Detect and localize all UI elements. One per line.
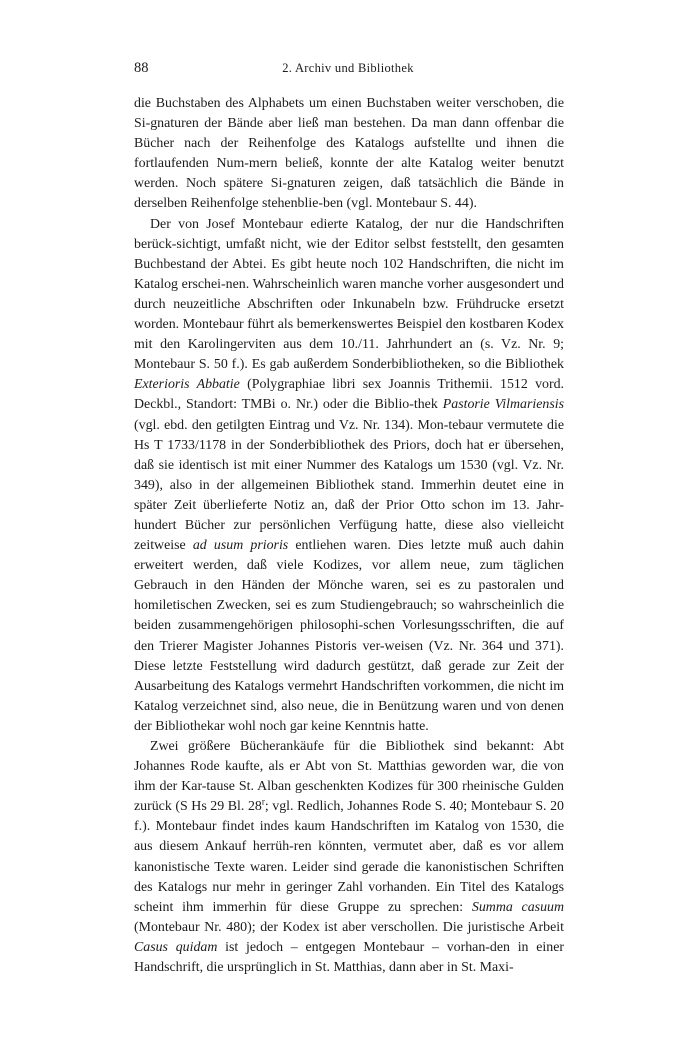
text-run: ; vgl. Redlich, Johannes Rode S. 40; Montebaur S. 20 f.). Montebaur findet indes kaum Handschriften im Katalog von 1530, die aus diesem Ankauf herrüh-ren könnten, vermutet aber, daß es vor allem kanonistische Texte waren. Leider sind gerade die kanonistischen Schriften des Katalogs nur mehr in geringer Zahl vorhanden. Ein Titel des Katalogs scheint ihm immerhin für diese Gruppe zu sprechen: xyxy=(134,799,564,915)
text-run: entliehen waren. Dies letzte muß auch dahin erweitert werden, daß viele Kodizes, vor allem neue, zum täglichen Gebrauch in den Händen der Mönche waren, sei es zu pastoralen und homiletischen Zwecken, sei es zum Studiengebrauch; so wahrscheinlich die beiden zusammengehörigen philosophi-schen Vorlesungsschriften, die auf den Trierer Magister Johannes Pistoris ver-weisen (Vz. Nr. 364 und 371). Diese letzte Feststellung wird dadurch gestützt, daß gerade zur Zeit der Ausarbeitung des Katalogs vermehrt Handschriften vorkommen, die nicht im Katalog verzeichnet sind, also neue, die in Benützung waren und von denen der Bibliothekar wohl noch gar keine Kenntnis hatte. xyxy=(134,538,564,734)
italic-title-exterioris-abbatie: Exterioris Abbatie xyxy=(134,377,240,393)
text-run: Der von Josef Montebaur edierte Katalog, der nur die Handschriften berück-sichtigt, umfaßt nicht, wie der Editor selbst feststellt, den gesamten Buchbestand der Abtei. Es gibt heute noch 102 Handschriften, die nicht im Katalog erschei-nen. Wahrscheinlich waren manche vorher ausgesondert und durch neuzeitliche Abschriften oder Inkunabeln bzw. Frühdrucke ersetzt worden. Montebaur führt als bemerkenswertes Beispiel den kostbaren Kodex mit den Karolingerviten aus dem 10./11. Jahrhundert an (s. Vz. Nr. 9; Montebaur S. 50 f.). Es gab außerdem Sonderbibliotheken, so die Bibliothek xyxy=(134,216,564,373)
italic-phrase-ad-usum-prioris: ad usum prioris xyxy=(192,538,289,554)
italic-title-casus-quidam: Casus quidam xyxy=(134,939,218,955)
body-text xyxy=(134,94,564,978)
paragraph-1 xyxy=(134,94,564,215)
text-run: (Polygraphiae libri sex Joannis Trithemii. 1512 vord. Deckbl., Standort: TMBi o. Nr.) oder die Biblio-thek xyxy=(134,377,565,413)
paragraph-3 xyxy=(134,737,564,978)
running-head: 2. Archiv und Bibliothek xyxy=(282,61,414,75)
page-header xyxy=(134,60,562,80)
text-run: Zwei größere Bücherankäufe für die Bibliothek sind bekannt: Abt Johannes Rode kaufte, als er Abt von St. Matthias geworden war, die von ihm der Kar-tause St. Alban geschenkten Kodizes für 300 rheinische Gulden zurück (S Hs 29 Bl. 28 xyxy=(134,739,564,815)
text-run: die Buchstaben des Alphabets um einen Buchstaben weiter verschoben, die Si-gnaturen der Bände aber ließ man bestehen. Da man dann offenbar die Bücher nach der Reihenfolge des Katalogs aufstellte und ihnen die fortlaufenden Num-mern beließ, konnte der alte Katalog weiter benutzt werden. Noch spätere Si-gnaturen zeigen, daß tatsächlich die Bände in derselben Reihenfolge stehenblie-ben (vgl. Montebaur S. 44). xyxy=(134,96,564,212)
page-number: 88 xyxy=(134,60,149,76)
text-run: (Montebaur Nr. 480); der Kodex ist aber verschollen. Die juristische Arbeit xyxy=(134,919,564,935)
paragraph-2 xyxy=(134,215,564,737)
text-run: (vgl. ebd. den getilgten Eintrag und Vz. Nr. 134). Mon-tebaur vermutete die Hs T 1733/1178 in der Sonderbibliothek des Priors, doch hat er übersehen, daß sie identisch ist mit einer Nummer des Katalogs um 1530 (vgl. Vz. Nr. 349), also in der allgemeinen Bibliothek stand. Immerhin deutet eine in später Zeit überlieferte Notiz an, daß der Prior Otto schon im 13. Jahr-hundert Bücher zur persönlichen Verfügung hatte, diese also vielleicht zeitweise xyxy=(134,417,564,554)
italic-title-pastorie-vilmariensis: Pastorie Vilmariensis xyxy=(442,397,564,413)
italic-title-summa-casuum: Summa casuum xyxy=(471,899,565,915)
superscript-recto: r xyxy=(261,796,265,807)
text-run: ist jedoch – entgegen Montebaur – vorhan-den in einer Handschrift, die ursprünglich in St. Matthias, dann aber in St. Maxi- xyxy=(134,939,564,976)
